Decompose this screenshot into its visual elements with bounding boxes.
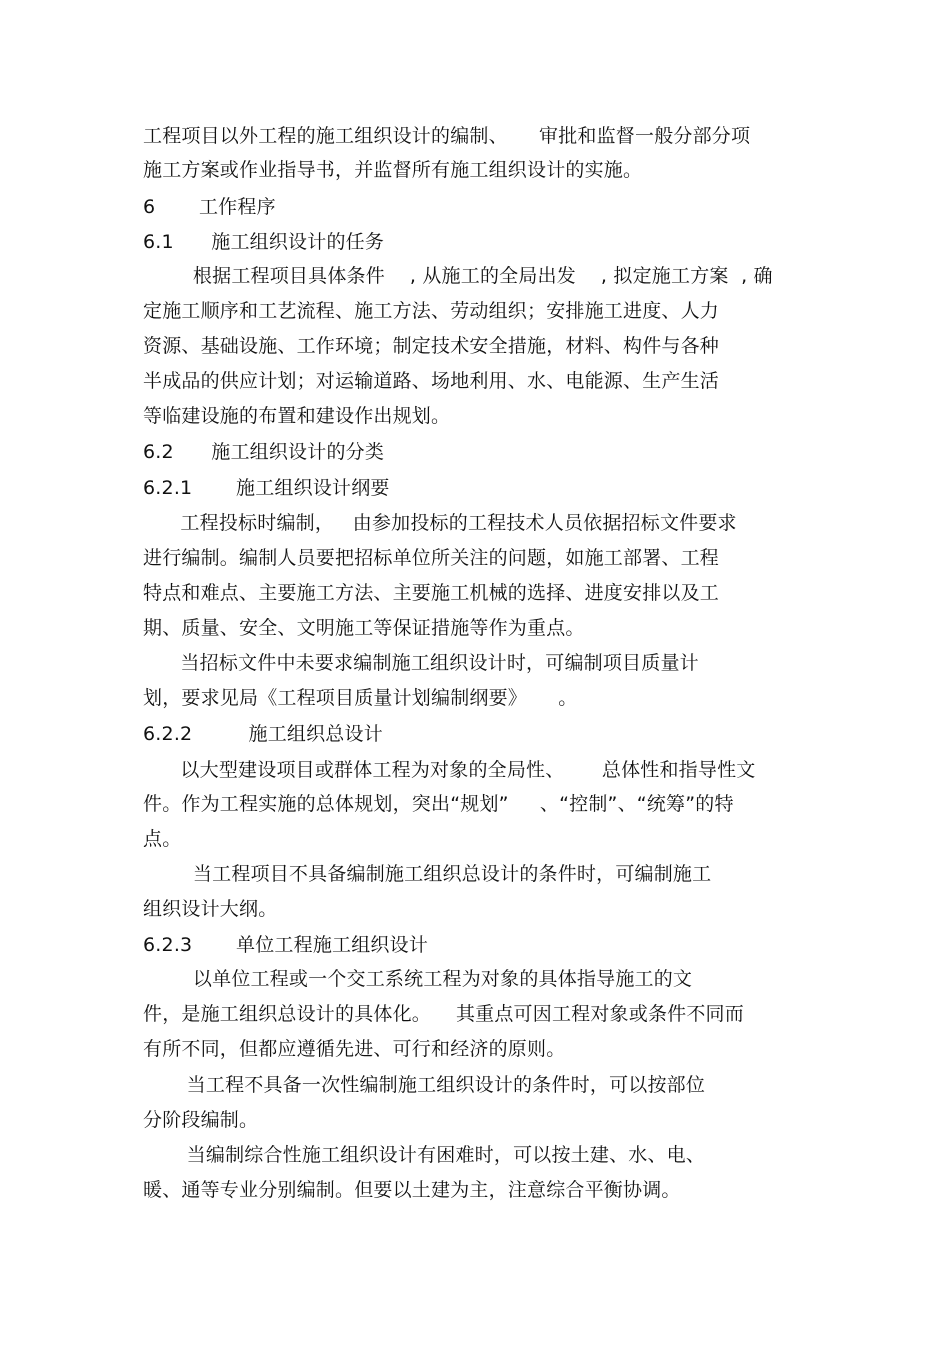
text-line: 特点和难点、主要施工方法、主要施工机械的选择、进度安排以及工: [143, 582, 720, 604]
section-heading: 6.2.3 单位工程施工组织设计: [143, 934, 429, 956]
text-line: 施工方案或作业指导书，并监督所有施工组织设计的实施。: [143, 159, 643, 181]
text-line: 当工程不具备一次性编制施工组织设计的条件时，可以按部位: [143, 1074, 706, 1096]
text-line: 当招标文件中未要求编制施工组织设计时，可编制项目质量计: [143, 652, 699, 674]
text-line: 划，要求见局《工程项目质量计划编制纲要》 。: [143, 687, 578, 709]
text-line: 期、质量、安全、文明施工等保证措施等作为重点。: [143, 617, 585, 639]
section-heading: 6.2 施工组织设计的分类: [143, 441, 385, 463]
text-line: 件，是施工组织总设计的具体化。 其重点可因工程对象或条件不同而: [143, 1003, 744, 1025]
text-line: 以大型建设项目或群体工程为对象的全局性、 总体性和指导性文: [143, 759, 756, 781]
text-line: 点。: [143, 828, 182, 850]
text-line: 进行编制。编制人员要把招标单位所关注的问题，如施工部署、工程: [143, 547, 720, 569]
text-line: 工程投标时编制， 由参加投标的工程技术人员依据招标文件要求: [143, 512, 737, 534]
section-heading: 6.2.1 施工组织设计纲要: [143, 477, 390, 499]
text-line: 工程项目以外工程的施工组织设计的编制、 审批和监督一般分部分项: [143, 125, 751, 147]
text-line: 根据工程项目具体条件 , 从施工的全局出发 , 拟定施工方案 , 确: [143, 265, 773, 287]
section-heading: 6.1 施工组织设计的任务: [143, 231, 385, 253]
text-line: 定施工顺序和工艺流程、施工方法、劳动组织；安排施工进度、人力: [143, 300, 720, 322]
text-line: 组织设计大纲。: [143, 898, 278, 920]
text-line: 等临建设施的布置和建设作出规划。: [143, 405, 451, 427]
text-line: 当工程项目不具备编制施工组织总设计的条件时，可编制施工: [143, 863, 712, 885]
text-line: 当编制综合性施工组织设计有困难时，可以按土建、水、电、: [143, 1144, 706, 1166]
text-line: 资源、基础设施、工作环境；制定技术安全措施，材料、构件与各种: [143, 335, 720, 357]
section-heading: 6 工作程序: [143, 196, 276, 218]
text-line: 暖、通等专业分别编制。但要以土建为主，注意综合平衡协调。: [143, 1179, 681, 1201]
text-line: 分阶段编制。: [143, 1109, 259, 1131]
text-line: 以单位工程或一个交工系统工程为对象的具体指导施工的文: [143, 968, 693, 990]
text-line: 有所不同，但都应遵循先进、可行和经济的原则。: [143, 1038, 566, 1060]
text-line: 件。作为工程实施的总体规划，突出“规划” 、“控制”、“统筹”的特: [143, 793, 734, 815]
text-line: 半成品的供应计划；对运输道路、场地利用、水、电能源、生产生活: [143, 370, 720, 392]
section-heading: 6.2.2 施工组织总设计: [143, 723, 383, 745]
